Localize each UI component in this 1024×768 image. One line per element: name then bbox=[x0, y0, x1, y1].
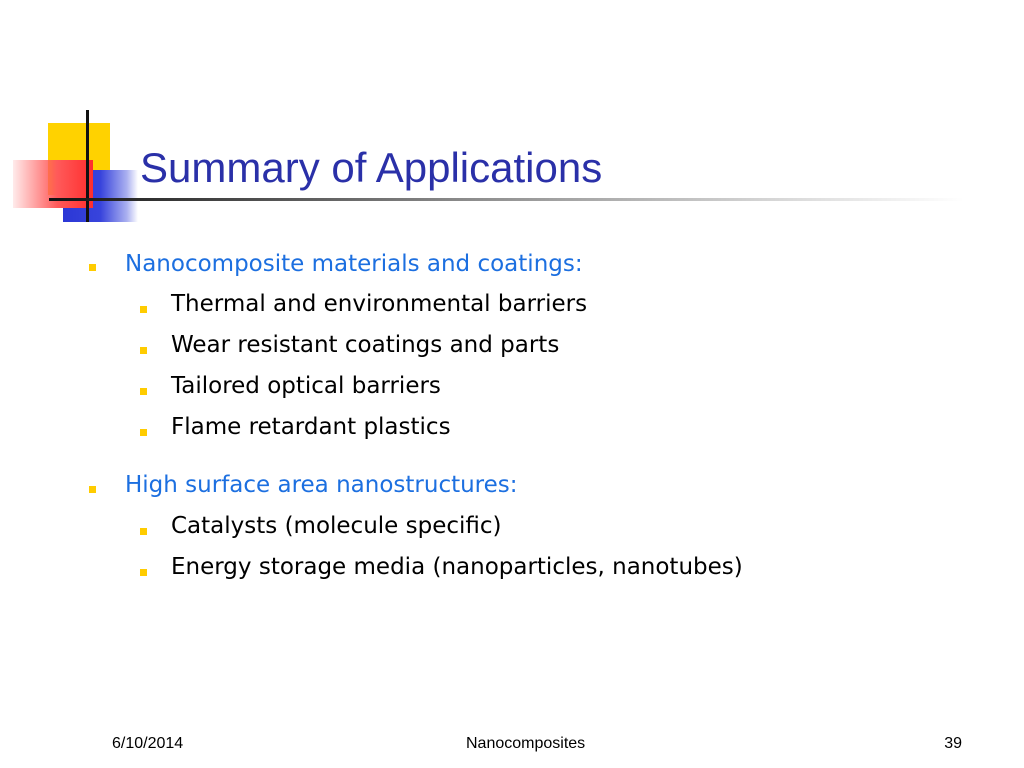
square-bullet-icon bbox=[140, 429, 147, 436]
page-number: 39 bbox=[944, 735, 962, 752]
square-bullet-icon bbox=[89, 486, 96, 493]
list-item: Catalysts (molecule specific) bbox=[171, 513, 502, 539]
square-bullet-icon bbox=[140, 306, 147, 313]
list-item: Tailored optical barriers bbox=[171, 373, 441, 399]
square-bullet-icon bbox=[140, 569, 147, 576]
decor-vertical-rule bbox=[86, 110, 89, 222]
square-bullet-icon bbox=[140, 528, 147, 535]
footer-title: Nanocomposites bbox=[466, 735, 586, 752]
square-bullet-icon bbox=[140, 388, 147, 395]
square-bullet-icon bbox=[89, 264, 96, 271]
slide-title: Summary of Applications bbox=[140, 144, 603, 191]
list-item: Energy storage media (nanoparticles, nanotubes) bbox=[171, 554, 743, 580]
list-item: Wear resistant coatings and parts bbox=[171, 332, 560, 358]
section-heading: High surface area nanostructures: bbox=[125, 472, 518, 498]
square-bullet-icon bbox=[140, 347, 147, 354]
section-heading: Nanocomposite materials and coatings: bbox=[125, 251, 583, 277]
list-item: Flame retardant plastics bbox=[171, 414, 451, 440]
list-item: Thermal and environmental barriers bbox=[171, 291, 588, 317]
title-underline-rule bbox=[49, 198, 964, 201]
footer-date: 6/10/2014 bbox=[112, 735, 184, 752]
